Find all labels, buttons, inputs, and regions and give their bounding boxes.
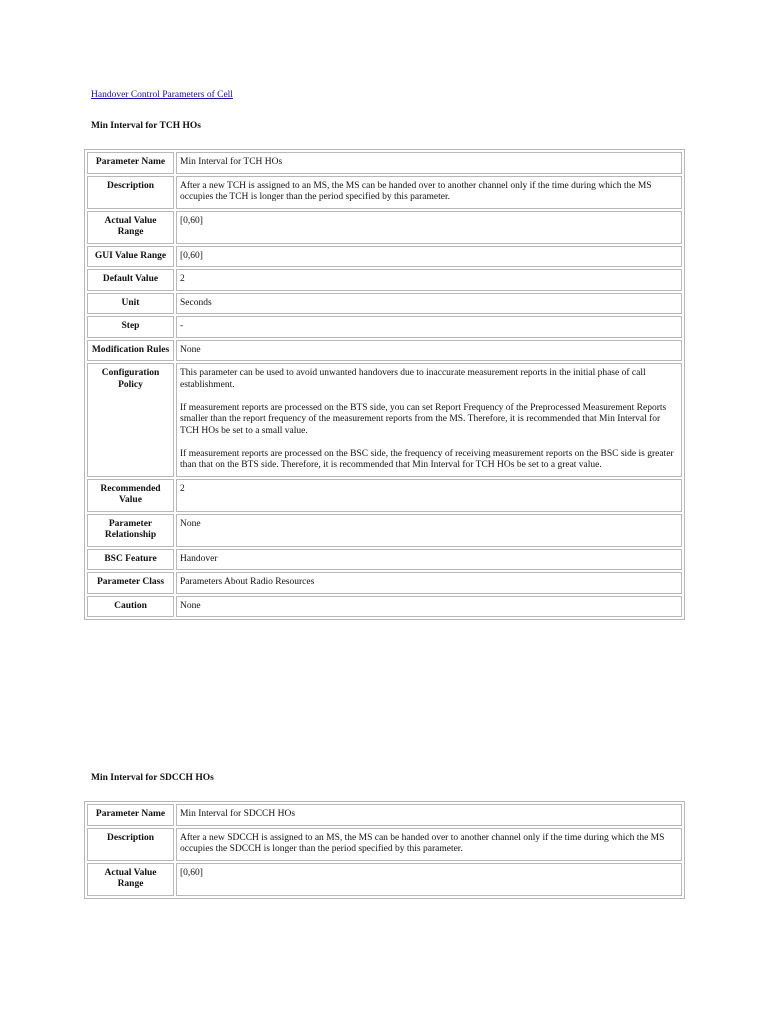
row-label: Parameter Relationship <box>87 514 174 547</box>
policy-paragraph: This parameter can be used to avoid unwanted handovers due to inaccurate measurement reports in the initial phase of call establishment. <box>180 368 646 390</box>
row-label: Modification Rules <box>87 340 174 362</box>
row-label: Parameter Name <box>87 152 174 174</box>
table-row <box>87 828 682 861</box>
row-label: Recommended Value <box>87 479 174 512</box>
row-label: Step <box>87 316 174 338</box>
table-row <box>87 269 682 291</box>
table-row <box>87 514 682 547</box>
row-label: Actual Value Range <box>87 211 174 244</box>
table-row <box>87 211 682 244</box>
handover-control-parameters-link[interactable]: Handover Control Parameters of Cell <box>91 90 233 100</box>
policy-paragraph: If measurement reports are processed on the BSC side, the frequency of receiving measurement reports on the BSC side is greater than that on the BTS side. Therefore, it is recommended that Min Interval for TCH HOs be set to a great value. <box>180 448 674 470</box>
table-row <box>87 176 682 209</box>
row-label: Description <box>87 176 174 209</box>
param-table-tch <box>84 149 685 620</box>
row-label: Unit <box>87 293 174 315</box>
table-row <box>87 246 682 268</box>
row-value: After a new SDCCH is assigned to an MS, the MS can be handed over to another channel only if the time during which the MS occupies the SDCCH is longer than the period specified by this parameter. <box>176 828 682 861</box>
row-value: 2 <box>176 479 682 512</box>
row-value: None <box>176 514 682 547</box>
table-row <box>87 804 682 826</box>
row-value: 2 <box>176 269 682 291</box>
table-row <box>87 549 682 571</box>
table-row <box>87 863 682 896</box>
row-value: Min Interval for SDCCH HOs <box>176 804 682 826</box>
row-value: Handover <box>176 549 682 571</box>
row-label: BSC Feature <box>87 549 174 571</box>
row-value: Min Interval for TCH HOs <box>176 152 682 174</box>
table-row <box>87 316 682 338</box>
table-row <box>87 363 682 477</box>
row-label: Caution <box>87 596 174 618</box>
row-label: GUI Value Range <box>87 246 174 268</box>
row-label: Default Value <box>87 269 174 291</box>
row-value: [0,60] <box>176 863 682 896</box>
row-label: Configuration Policy <box>87 363 174 477</box>
row-label: Description <box>87 828 174 861</box>
row-value: None <box>176 596 682 618</box>
policy-paragraph: If measurement reports are processed on the BTS side, you can set Report Frequency of the Preprocessed Measurement Reports smaller than the report frequency of the measurement reports from the MS. Therefore, it is recommended that Min Interval for TCH HOs be set to a small value. <box>180 402 667 436</box>
row-label: Parameter Class <box>87 572 174 594</box>
table-row <box>87 152 682 174</box>
row-value: Seconds <box>176 293 682 315</box>
table-row <box>87 340 682 362</box>
row-value: [0,60] <box>176 246 682 268</box>
row-label: Actual Value Range <box>87 863 174 896</box>
row-value: Parameters About Radio Resources <box>176 572 682 594</box>
row-value: After a new TCH is assigned to an MS, the MS can be handed over to another channel only if the time during which the MS occupies the TCH is longer than the period specified by this parameter. <box>176 176 682 209</box>
table-row <box>87 293 682 315</box>
table-row <box>87 596 682 618</box>
table-row <box>87 572 682 594</box>
row-value: None <box>176 340 682 362</box>
row-value <box>176 363 682 477</box>
section-title-sdcch: Min Interval for SDCCH HOs <box>91 773 214 783</box>
row-label: Parameter Name <box>87 804 174 826</box>
table-row <box>87 479 682 512</box>
param-table-sdcch <box>84 801 685 899</box>
section-title-tch: Min Interval for TCH HOs <box>91 121 201 131</box>
row-value: [0,60] <box>176 211 682 244</box>
row-value: - <box>176 316 682 338</box>
